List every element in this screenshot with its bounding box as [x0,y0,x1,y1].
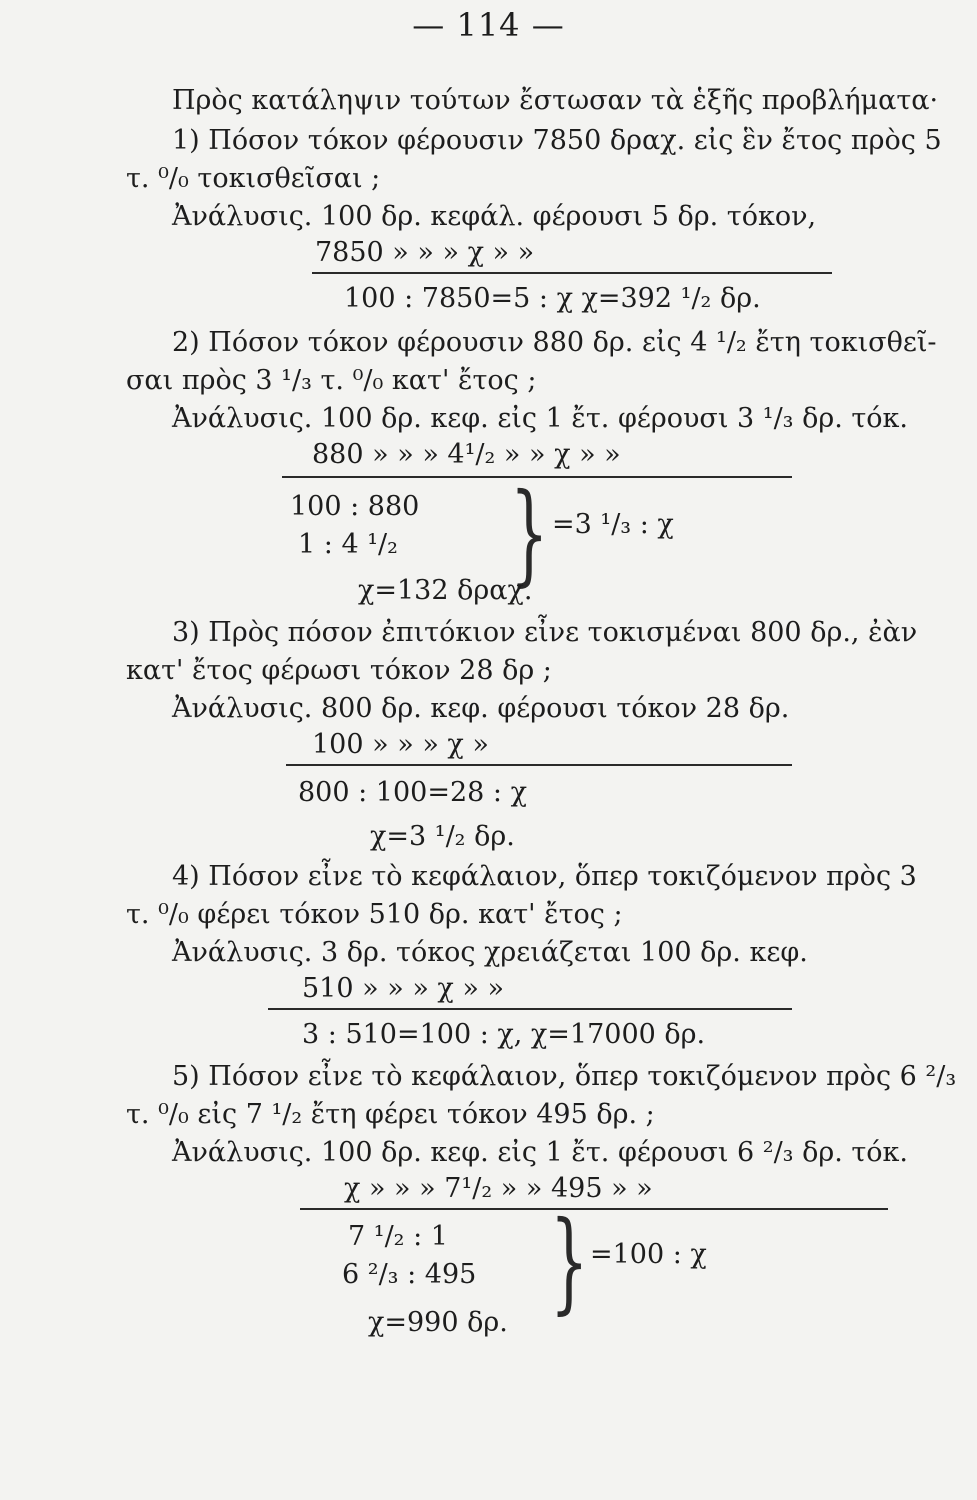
problem-1-line-2: τ. ⁰/₀ τοκισθεῖσαι ; [126,163,381,194]
problem-1-line-1: 1) Πόσον τόκον φέρουσιν 7850 δραχ. εἰς ἓν ἔτος πρὸς 5 [172,125,942,156]
analysis-4-line-2: 510 » » » χ » » [302,973,504,1004]
proportion-3: 800 : 100=28 : χ [298,777,527,808]
proportion-5-result: =100 : χ [590,1239,707,1270]
analysis-1-line-2: 7850 » » » χ » » [315,237,535,268]
proportion-1: 100 : 7850=5 : χ χ=392 ¹/₂ δρ. [344,283,761,314]
analysis-3-line-2: 100 » » » χ » [312,729,489,760]
analysis-4-line-1: Ἀνάλυσις. 3 δρ. τόκος χρειάζεται 100 δρ. κεφ. [172,937,808,968]
answer-5: χ=990 δρ. [368,1307,508,1338]
brace-2: } [510,469,549,597]
problem-2-line-1: 2) Πόσον τόκον φέρουσιν 880 δρ. εἰς 4 ¹/₂ ἔτη τοκισθεῖ- [172,327,937,358]
analysis-5-line-2: χ » » » 7¹/₂ » » 495 » » [344,1173,653,1204]
analysis-2-line-2: 880 » » » 4¹/₂ » » χ » » [312,439,621,470]
brace-5: } [550,1197,589,1325]
problem-4-line-1: 4) Πόσον εἶνε τὸ κεφάλαιον, ὅπερ τοκιζόμενον πρὸς 3 [172,861,917,892]
proportion-2-line-1: 100 : 880 [290,491,420,522]
analysis-1-line-1: Ἀνάλυσις. 100 δρ. κεφάλ. φέρουσι 5 δρ. τόκον, [172,201,817,232]
rule-5 [300,1208,888,1210]
analysis-2-line-1: Ἀνάλυσις. 100 δρ. κεφ. εἰς 1 ἔτ. φέρουσι 3 ¹/₃ δρ. τόκ. [172,403,909,434]
rule-4 [268,1008,792,1010]
intro-line: Πρὸς κατάληψιν τούτων ἔστωσαν τὰ ἑξῆς προβλήματα· [172,85,939,116]
proportion-4: 3 : 510=100 : χ, χ=17000 δρ. [302,1019,706,1050]
problem-4-line-2: τ. ⁰/₀ φέρει τόκον 510 δρ. κατ' ἔτος ; [126,899,623,930]
rule-1 [312,272,832,274]
answer-2: χ=132 δραχ. [358,575,533,606]
rule-3 [286,764,792,766]
problem-3-line-2: κατ' ἔτος φέρωσι τόκον 28 δρ ; [126,655,552,686]
problem-5-line-2: τ. ⁰/₀ εἰς 7 ¹/₂ ἔτη φέρει τόκον 495 δρ. ; [126,1099,655,1130]
problem-2-line-2: σαι πρὸς 3 ¹/₃ τ. ⁰/₀ κατ' ἔτος ; [126,365,537,396]
problem-5-line-1: 5) Πόσον εἶνε τὸ κεφάλαιον, ὅπερ τοκιζόμενον πρὸς 6 ²/₃ [172,1061,957,1092]
proportion-2-line-2: 1 : 4 ¹/₂ [298,529,398,560]
analysis-3-line-1: Ἀνάλυσις. 800 δρ. κεφ. φέρουσι τόκον 28 δρ. [172,693,790,724]
proportion-2-result: =3 ¹/₃ : χ [552,509,674,540]
answer-3: χ=3 ¹/₂ δρ. [370,821,515,852]
page-number: — 114 — [412,6,565,44]
proportion-5-line-2: 6 ²/₃ : 495 [342,1259,477,1290]
problem-3-line-1: 3) Πρὸς πόσον ἐπιτόκιον εἶνε τοκισμέναι 800 δρ., ἐὰν [172,617,918,648]
proportion-5-line-1: 7 ¹/₂ : 1 [348,1221,448,1252]
analysis-5-line-1: Ἀνάλυσις. 100 δρ. κεφ. εἰς 1 ἔτ. φέρουσι 6 ²/₃ δρ. τόκ. [172,1137,909,1168]
